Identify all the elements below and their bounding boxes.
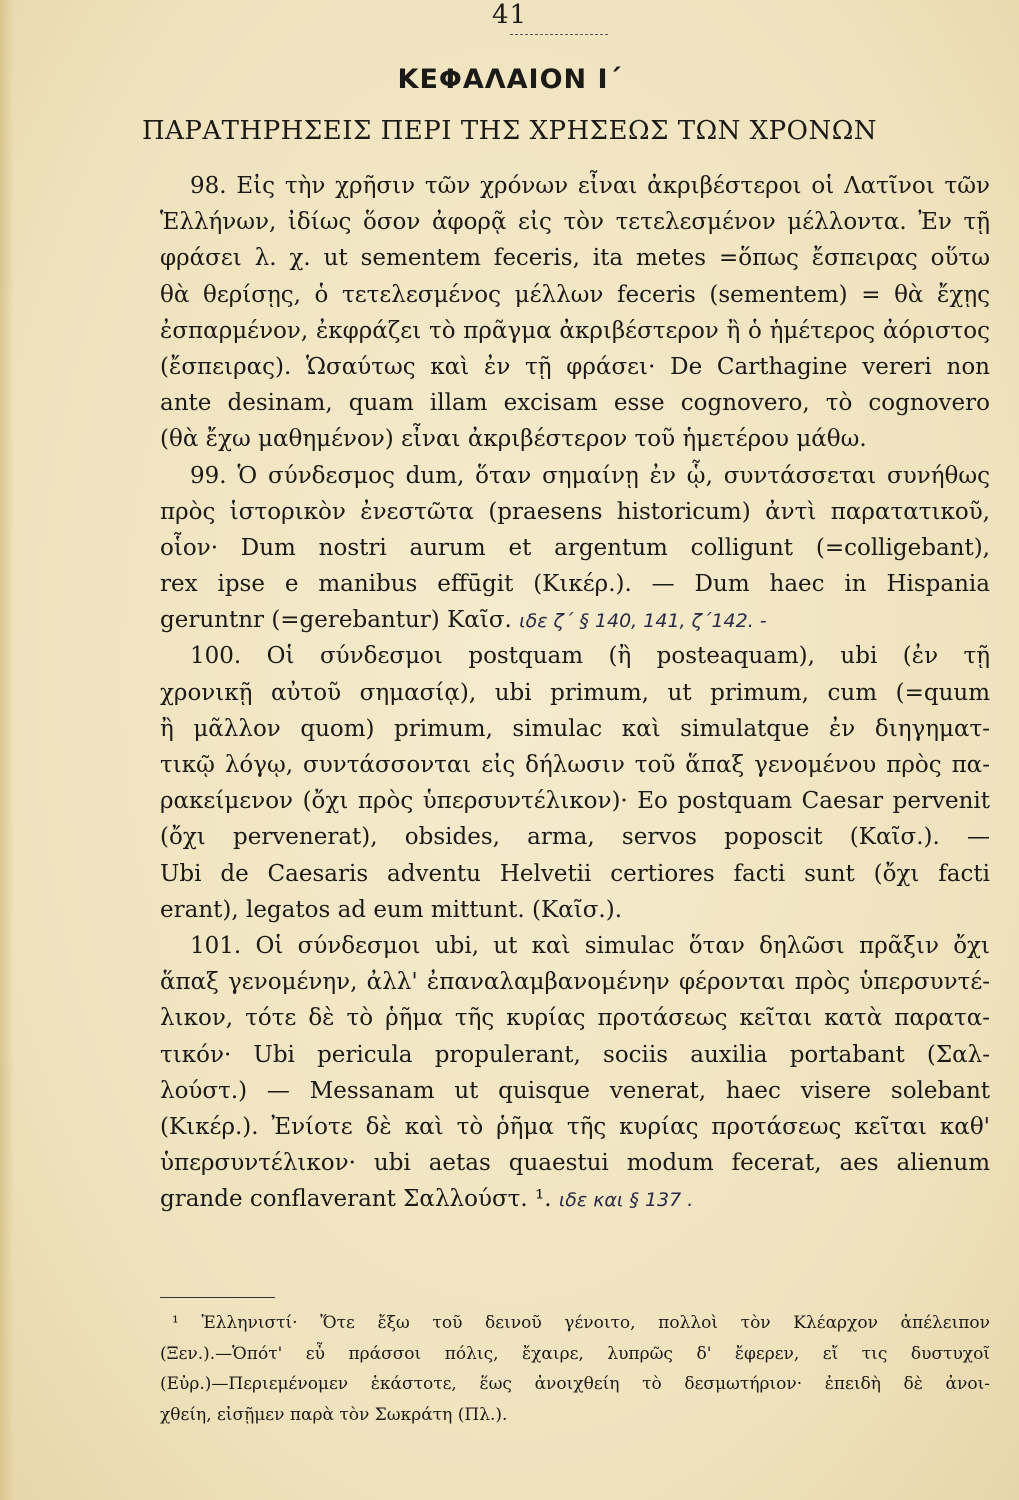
- body-line-text: geruntnr (=gerebantur) Καῖσ.: [160, 607, 512, 634]
- page-number-rule: [510, 34, 608, 35]
- body-line: 99. Ὁ σύνδεσμος dum, ὅταν σημαίνῃ ἐν ᾧ, συντάσσεται συνήθως: [190, 462, 990, 489]
- body-line: ὑπερσυντέλικον· ubi aetas quaestui modum fecerat, aes alienum: [160, 1150, 990, 1177]
- body-line: τικόν· Ubi pericula propulerant, sociis auxilia portabant (Σαλ-: [160, 1041, 990, 1068]
- body-line: ante desinam, quam illam excisam esse cognovero, τὸ cognovero: [160, 390, 990, 417]
- footnote-line: χθείη, εἰσῇμεν παρὰ τὸν Σωκράτη (Πλ.).: [160, 1404, 508, 1425]
- body-line: (ἔσπειρας). Ὡσαύτως καὶ ἐν τῇ φράσει· De Carthagine vereri non: [160, 353, 990, 380]
- footnotes: [160, 1308, 990, 1430]
- page-number: 41: [491, 0, 528, 30]
- page-binding-shadow: [0, 0, 14, 1500]
- body-line: φράσει λ. χ. ut sementem feceris, ita metes =ὅπως ἔσπειρας οὕτω: [160, 245, 990, 272]
- handwritten-note: ιδε ζ΄ § 140, 141, ζ΄142. -: [519, 610, 767, 633]
- body-line: (ὄχι pervenerat), obsides, arma, servos poposcit (Καῖσ.). —: [160, 824, 990, 851]
- body-line: τικῷ λόγῳ, συντάσσονται εἰς δήλωσιν τοῦ ἅπαξ γενομένου πρὸς πα-: [160, 752, 990, 778]
- body-line: ἅπαξ γενομένην, ἀλλ' ἐπαναλαμβανομένην φέρονται πρὸς ὑπερσυντέ-: [160, 969, 990, 996]
- body-line: (Κικέρ.). Ἐνίοτε δὲ καὶ τὸ ῥῆμα τῆς κυρίας προτάσεως κεῖται καθ': [160, 1113, 990, 1140]
- body-text: [160, 168, 990, 1217]
- body-line-text: grande conflaverant Σαλλούστ. ¹.: [160, 1186, 552, 1213]
- footnote-line: (Εὐρ.)—Περιεμένομεν ἑκάστοτε, ἕως ἀνοιχθείη τὸ δεσμωτήριον· ἐπειδὴ δὲ ἀνοι-: [160, 1374, 990, 1394]
- body-line: ρακείμενον (ὄχι πρὸς ὑπερσυντέλικον)· Eo postquam Caesar pervenit: [160, 788, 990, 815]
- body-line: Ubi de Caesaris adventu Helvetii certiores facti sunt (ὄχι facti: [160, 860, 990, 887]
- body-line: 101. Οἱ σύνδεσμοι ubi, ut καὶ simulac ὅταν δηλῶσι πρᾶξιν ὄχι: [190, 932, 990, 959]
- body-line: 98. Εἰς τὴν χρῆσιν τῶν χρόνων εἶναι ἀκριβέστεροι οἱ Λατῖνοι τῶν: [190, 173, 990, 199]
- body-line: [160, 602, 990, 638]
- body-line: erant), legatos ad eum mittunt. (Καῖσ.).: [160, 896, 623, 923]
- body-line: [160, 1181, 990, 1217]
- body-line: 100. Οἱ σύνδεσμοι postquam (ἢ posteaquam), ubi (ἐν τῇ: [190, 643, 990, 670]
- body-line: λικον, τότε δὲ τὸ ῥῆμα τῆς κυρίας προτάσεως κεῖται κατὰ παρατα-: [160, 1005, 990, 1032]
- footnote-line: (Ξεν.).—Ὁπότ' εὖ πράσσοι πόλις, ἔχαιρε, λυπρῶς δ' ἔφερεν, εἴ τις δυστυχοῖ: [160, 1343, 990, 1364]
- body-line: οἷον· Dum nostri aurum et argentum colligunt (=colligebant),: [160, 534, 990, 561]
- footnote-line: ¹ Ἑλληνιστί· Ὅτε ἔξω τοῦ δεινοῦ γένοιτο, πολλοὶ τὸν Κλέαρχον ἀπέλειπον: [172, 1313, 990, 1333]
- chapter-title: ΚΕΦΑΛΑΙΟΝ Ι΄: [397, 64, 622, 95]
- body-line: Ἑλλήνων, ἰδίως ὅσον ἀφορᾷ εἰς τὸν τετελεσμένον μέλλοντα. Ἐν τῇ: [160, 209, 990, 236]
- footnote-rule: [160, 1297, 275, 1298]
- body-line: χρονικῇ αὐτοῦ σημασίᾳ), ubi primum, ut primum, cum (=quum: [160, 679, 990, 706]
- body-line: θὰ θερίσῃς, ὁ τετελεσμένος μέλλων feceris (sementem) = θὰ ἔχῃς: [160, 281, 990, 308]
- handwritten-note: ιδε και § 137 .: [558, 1189, 694, 1212]
- body-line: rex ipse e manibus effūgit (Κικέρ.). — Dum haec in Hispania: [160, 571, 990, 598]
- body-line: (θὰ ἔχω μαθημένον) εἶναι ἀκριβέστερον τοῦ ἡμετέρου μάθω.: [160, 426, 867, 453]
- body-line: πρὸς ἱστορικὸν ἐνεστῶτα (praesens historicum) ἀντὶ παρατατικοῦ,: [160, 498, 990, 525]
- body-line: ἐσπαρμένον, ἐκφράζει τὸ πρᾶγμα ἀκριβέστερον ἢ ὁ ἡμέτερος ἀόριστος: [160, 317, 990, 344]
- section-title: ΠΑΡΑΤΗΡΗΣΕΙΣ ΠΕΡΙ ΤΗΣ ΧΡΗΣΕΩΣ ΤΩΝ ΧΡΟΝΩΝ: [141, 116, 878, 146]
- body-line: λούστ.) — Messanam ut quisque venerat, haec visere solebant: [160, 1077, 990, 1104]
- body-line: ἢ μᾶλλον quom) primum, simulac καὶ simulatque ἐν διηγηματ-: [160, 715, 990, 742]
